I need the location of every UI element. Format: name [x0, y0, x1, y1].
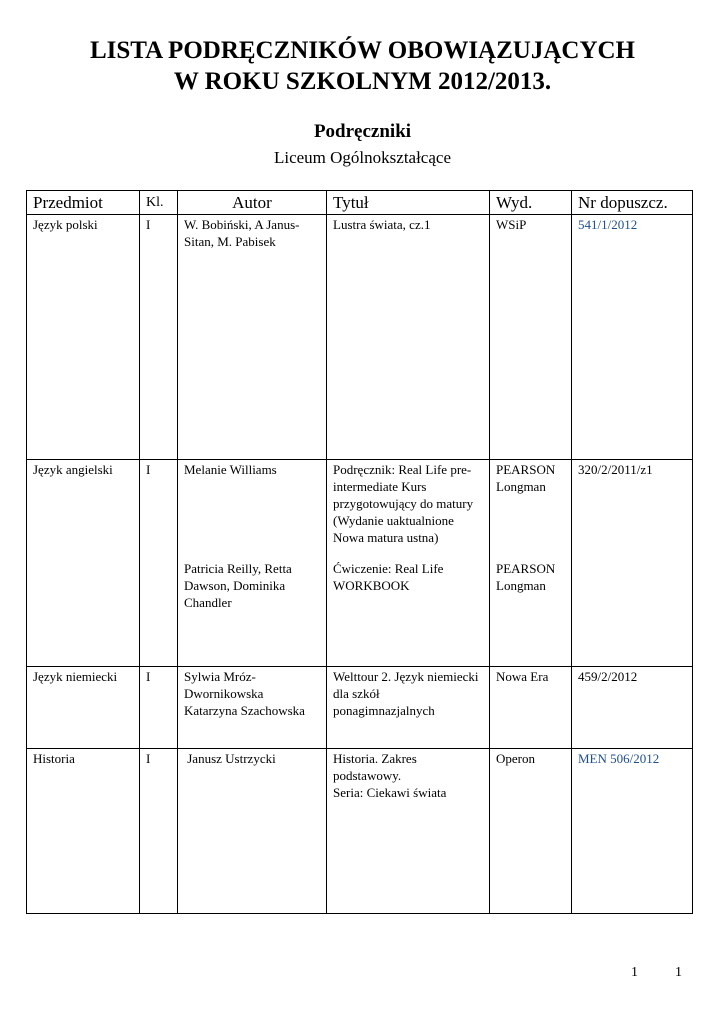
cell-class: I: [140, 215, 178, 460]
table-row: [27, 667, 693, 749]
column-header-publisher: Wyd.: [490, 191, 572, 215]
cell-author: Sylwia Mróz-Dwornikowska Katarzyna Szachowska: [178, 667, 327, 749]
publisher-coursebook: PEARSON Longman: [496, 462, 556, 494]
author-workbook: Patricia Reilly, Retta Dawson, Dominika Chandler: [184, 561, 292, 610]
column-header-subject: Przedmiot: [27, 191, 140, 215]
cell-title: [327, 749, 490, 914]
cell-class: I: [140, 667, 178, 749]
title-workbook: Ćwiczenie: Real Life WORKBOOK: [333, 561, 444, 593]
title-line2: Seria: Ciekawi świata: [333, 785, 447, 800]
page-number-left: 1: [631, 965, 638, 980]
cell-author: [178, 460, 327, 667]
title-coursebook: Podręcznik: Real Life pre-intermediate Kurs przygotowujący do matury (Wydanie uaktualnione Nowa matura ustna): [333, 462, 474, 545]
cell-publisher: Operon: [490, 749, 572, 914]
cell-author: W. Bobiński, A Janus-Sitan, M. Pabisek: [178, 215, 327, 460]
column-header-title: Tytuł: [327, 191, 490, 215]
title-line1: Historia. Zakres podstawowy.: [333, 751, 417, 783]
author-coursebook: Melanie Williams: [184, 462, 277, 477]
textbook-table: [26, 190, 693, 914]
approval-number-link[interactable]: 541/1/2012: [578, 217, 638, 232]
cell-title: Lustra świata, cz.1: [327, 215, 490, 460]
cell-subject: Historia: [27, 749, 140, 914]
table-header-row: [27, 191, 693, 215]
cell-publisher: [490, 460, 572, 667]
cell-approval-number: 459/2/2012: [572, 667, 693, 749]
page-title-line2: W ROKU SZKOLNYM 2012/2013.: [173, 68, 552, 95]
subtitle: Podręczniki: [313, 121, 412, 142]
table-row: [27, 215, 693, 460]
page-title-line1: LISTA PODRĘCZNIKÓW OBOWIĄZUJĄCYCH: [90, 37, 635, 64]
cell-title: Welttour 2. Język niemiecki dla szkół ponagimnazjalnych: [327, 667, 490, 749]
table-row: [27, 460, 693, 667]
cell-approval-number: 320/2/2011/z1: [572, 460, 693, 667]
cell-approval-number: [572, 749, 693, 914]
page-number-right: 1: [675, 965, 682, 980]
cell-approval-number: [572, 215, 693, 460]
school-name: Liceum Ogólnokształcące: [273, 148, 451, 167]
column-header-class: Kl.: [140, 191, 178, 215]
table-row: [27, 749, 693, 914]
cell-title: [327, 460, 490, 667]
column-header-approval-number: Nr dopuszcz.: [572, 191, 693, 215]
cell-publisher: WSiP: [490, 215, 572, 460]
approval-number-link[interactable]: MEN 506/2012: [578, 751, 660, 766]
cell-publisher: Nowa Era: [490, 667, 572, 749]
publisher-workbook: PEARSON Longman: [496, 561, 556, 593]
cell-author: Janusz Ustrzycki: [178, 749, 327, 914]
cell-subject: Język niemiecki: [27, 667, 140, 749]
cell-subject: Język polski: [27, 215, 140, 460]
cell-class: I: [140, 749, 178, 914]
cell-class: I: [140, 460, 178, 667]
column-header-author: Autor: [178, 191, 327, 215]
cell-subject: Język angielski: [27, 460, 140, 667]
